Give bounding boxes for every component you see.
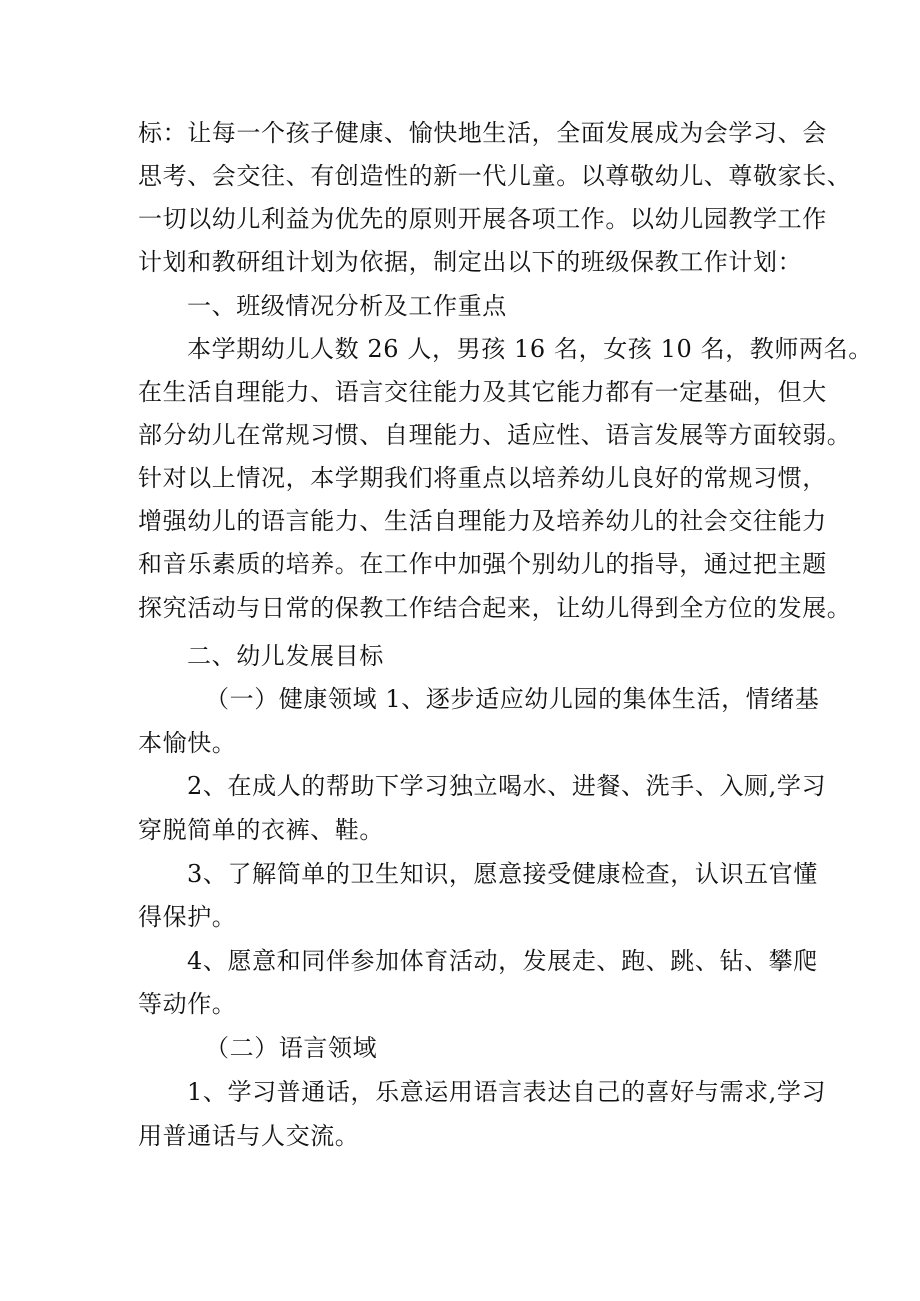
text-line: 穿脱简单的衣裤、鞋。 bbox=[138, 816, 384, 844]
text-line: 2、在成人的帮助下学习独立喝水、进餐、洗手、入厕,学习 bbox=[187, 772, 827, 800]
text-line: 等动作。 bbox=[138, 990, 237, 1018]
subsection-heading: （二）语言领域 bbox=[205, 1034, 378, 1062]
text-line: 一切以幼儿利益为优先的原则开展各项工作。以幼儿园教学工作 bbox=[138, 205, 827, 233]
text-line: 和音乐素质的培养。在工作中加强个别幼儿的指导，通过把主题 bbox=[138, 550, 827, 578]
text-line: 本学期幼儿人数 26 人，男孩 16 名，女孩 10 名，教师两名。 bbox=[187, 335, 873, 363]
subsection-heading: （一）健康领域 1、逐步适应幼儿园的集体生活，情绪基 bbox=[205, 685, 820, 713]
text-line: 在生活自理能力、语言交往能力及其它能力都有一定基础，但大 bbox=[138, 378, 827, 406]
text-line: 1、学习普通话，乐意运用语言表达自己的喜好与需求,学习 bbox=[187, 1078, 827, 1106]
text-line: 3、了解简单的卫生知识，愿意接受健康检查，认识五官懂 bbox=[187, 860, 818, 888]
section-heading: 二、幼儿发展目标 bbox=[187, 642, 384, 670]
text-line: 探究活动与日常的保教工作结合起来，让幼儿得到全方位的发展。 bbox=[138, 594, 852, 622]
text-line: 部分幼儿在常规习惯、自理能力、适应性、语言发展等方面较弱。 bbox=[138, 421, 852, 449]
text-line: 计划和教研组计划为依据，制定出以下的班级保教工作计划： bbox=[138, 248, 803, 276]
text-line: 4、愿意和同伴参加体育活动，发展走、跑、跳、钻、攀爬 bbox=[187, 947, 818, 975]
text-line: 针对以上情况，本学期我们将重点以培养幼儿良好的常规习惯， bbox=[138, 464, 827, 492]
section-heading: 一、班级情况分析及工作重点 bbox=[187, 292, 507, 320]
text-line: 增强幼儿的语言能力、生活自理能力及培养幼儿的社会交往能力 bbox=[138, 507, 827, 535]
text-line: 得保护。 bbox=[138, 903, 237, 931]
text-line: 标：让每一个孩子健康、愉快地生活，全面发展成为会学习、会 bbox=[138, 119, 827, 147]
text-line: 思考、会交往、有创造性的新一代儿童。以尊敬幼儿、尊敬家长、 bbox=[138, 162, 852, 190]
text-line: 本愉快。 bbox=[138, 729, 237, 757]
text-line: 用普通话与人交流。 bbox=[138, 1122, 360, 1150]
